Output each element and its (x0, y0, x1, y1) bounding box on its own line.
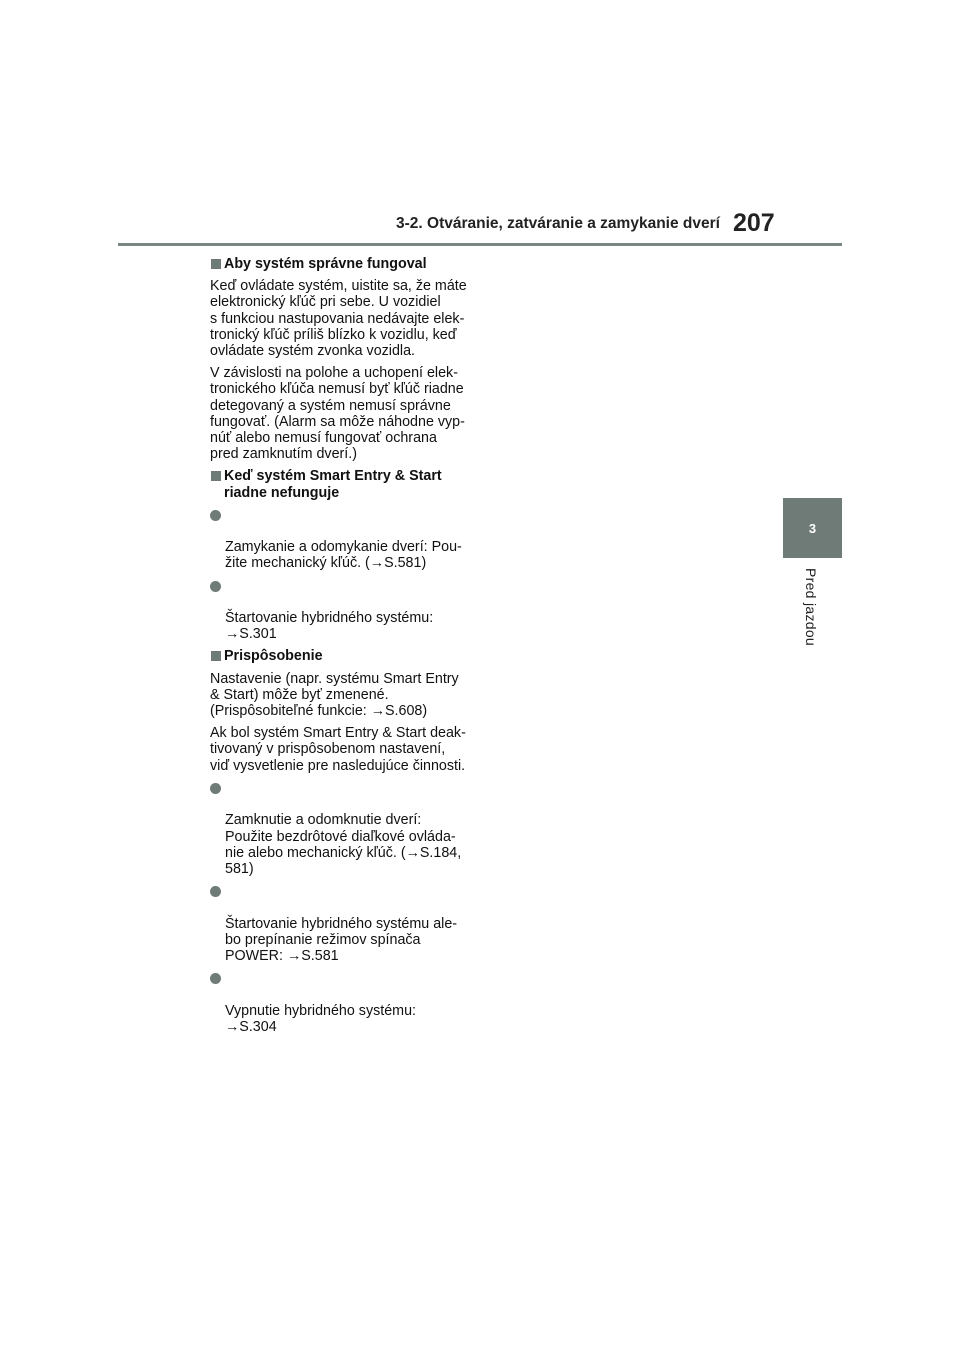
circle-bullet-icon (210, 581, 221, 592)
square-bullet-icon (211, 471, 221, 481)
heading-text: Keď systém Smart Entry & Start riadne nefunguje (224, 468, 442, 501)
section-heading (210, 648, 472, 664)
chapter-number: 3 (808, 520, 817, 536)
page-number: 207 (733, 209, 775, 237)
circle-bullet-icon (210, 973, 221, 984)
square-bullet-icon (211, 259, 221, 269)
list-item (210, 883, 472, 964)
list-item-text: Zamknutie a odomknutie dverí: Použite bezdrôtové diaľkové ovláda- nie alebo mechanický kľúč. (→S.184, 581) (225, 812, 462, 877)
circle-bullet-icon (210, 510, 221, 521)
chapter-title: Pred jazdou (803, 568, 819, 647)
list-item (210, 578, 472, 643)
list-item (210, 780, 472, 877)
list-item-text: Štartovanie hybridného systému ale- bo prepínanie režimov spínača POWER: →S.581 (225, 915, 458, 964)
paragraph: V závislosti na polohe a uchopení elek- tronického kľúča nemusí byť kľúč riadne detegovaný a systém nemusí správne fungovať. (Alarm sa môže náhodne vyp- núť alebo nemusí fungovať ochrana pred zamknutím dverí.) (210, 365, 465, 463)
main-content (210, 256, 472, 1041)
chapter-tab[interactable] (783, 498, 842, 558)
paragraph: Ak bol systém Smart Entry & Start deak- tivovaný v prispôsobenom nastavení, viď vysvetlenie pre nasledujúce činnosti. (210, 725, 466, 774)
header-divider (118, 243, 842, 246)
heading-text: Aby systém správne fungoval (224, 256, 427, 272)
section-heading (210, 468, 472, 500)
list-item (210, 507, 472, 572)
paragraph: Keď ovládate systém, uistite sa, že máte elektronický kľúč pri sebe. U vozidiel s funkciou nastupovania nedávajte elek- tronický kľúč príliš blízko k vozidlu, keď ovládate systém zvonka vozidla. (210, 278, 467, 360)
list-item-text: Zamykanie a odomykanie dverí: Pou- žite mechanický kľúč. (→S.581) (225, 539, 462, 572)
list-item (210, 970, 472, 1035)
heading-text: Prispôsobenie (224, 648, 323, 665)
list-item-text: Vypnutie hybridného systému: →S.304 (225, 1002, 416, 1035)
circle-bullet-icon (210, 783, 221, 794)
list-item-text: Štartovanie hybridného systému: →S.301 (225, 610, 434, 643)
section-title: 3-2. Otváranie, zatváranie a zamykanie dverí (396, 215, 720, 232)
square-bullet-icon (211, 651, 221, 661)
paragraph: Nastavenie (napr. systému Smart Entry & Start) môže byť zmenené. (Prispôsobiteľné funkcie: →S.608) (210, 670, 459, 720)
circle-bullet-icon (210, 886, 221, 897)
section-heading (210, 256, 472, 272)
